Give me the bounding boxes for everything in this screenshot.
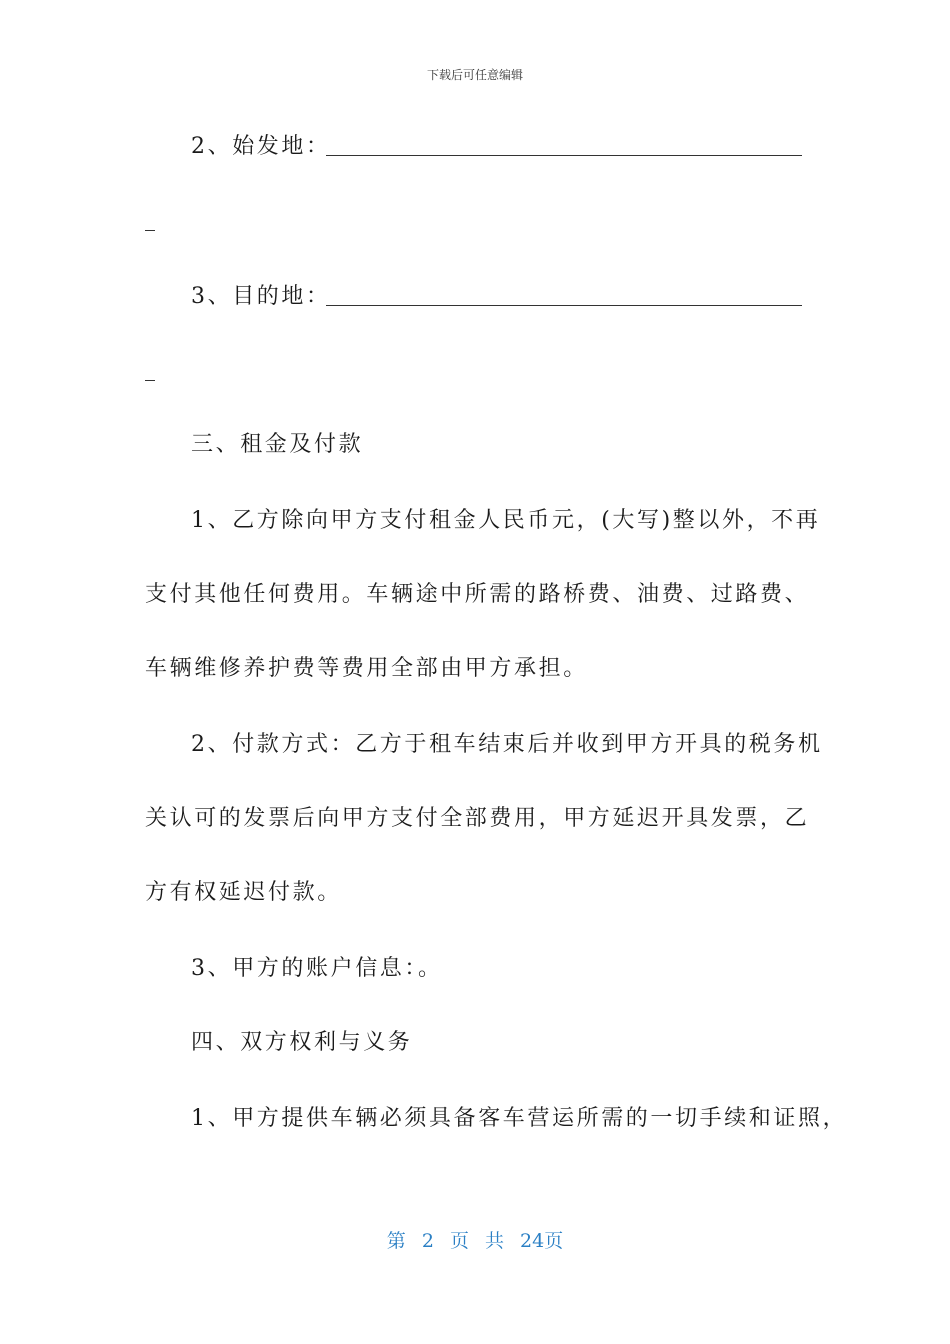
departure-blank-line — [326, 155, 802, 156]
section-heading-rent-payment: 三、租金及付款 — [191, 432, 364, 457]
payment-method-line-1: 2、付款方式：乙方于租车结束后并收到甲方开具的税务机 — [191, 732, 823, 757]
page-header-note: 下载后可任意编辑 — [426, 68, 523, 82]
destination-blank-line — [326, 305, 802, 306]
account-info-line: 3、甲方的账户信息：。 — [191, 956, 443, 981]
page-number-footer: 第 2 页 共 24页 — [386, 1230, 564, 1252]
section-heading-rights-obligations: 四、双方权利与义务 — [191, 1030, 413, 1055]
departure-label: 2、始发地： — [191, 134, 331, 159]
payment-method-line-2: 关认可的发票后向甲方支付全部费用，甲方延迟开具发票，乙 — [145, 806, 810, 831]
rent-clause-line-3: 车辆维修养护费等费用全部由甲方承担。 — [145, 656, 588, 681]
payment-method-line-3: 方有权延迟付款。 — [145, 880, 342, 905]
departure-blank-continuation — [145, 230, 155, 231]
rent-clause-line-1: 1、乙方除向甲方支付租金人民币元，(大写)整以外，不再 — [191, 508, 821, 533]
rights-clause-line-1: 1、甲方提供车辆必须具备客车营运所需的一切手续和证照， — [191, 1106, 848, 1131]
destination-label: 3、目的地： — [191, 284, 331, 309]
destination-blank-continuation — [145, 380, 155, 381]
rent-clause-line-2: 支付其他任何费用。车辆途中所需的路桥费、油费、过路费、 — [145, 582, 810, 607]
